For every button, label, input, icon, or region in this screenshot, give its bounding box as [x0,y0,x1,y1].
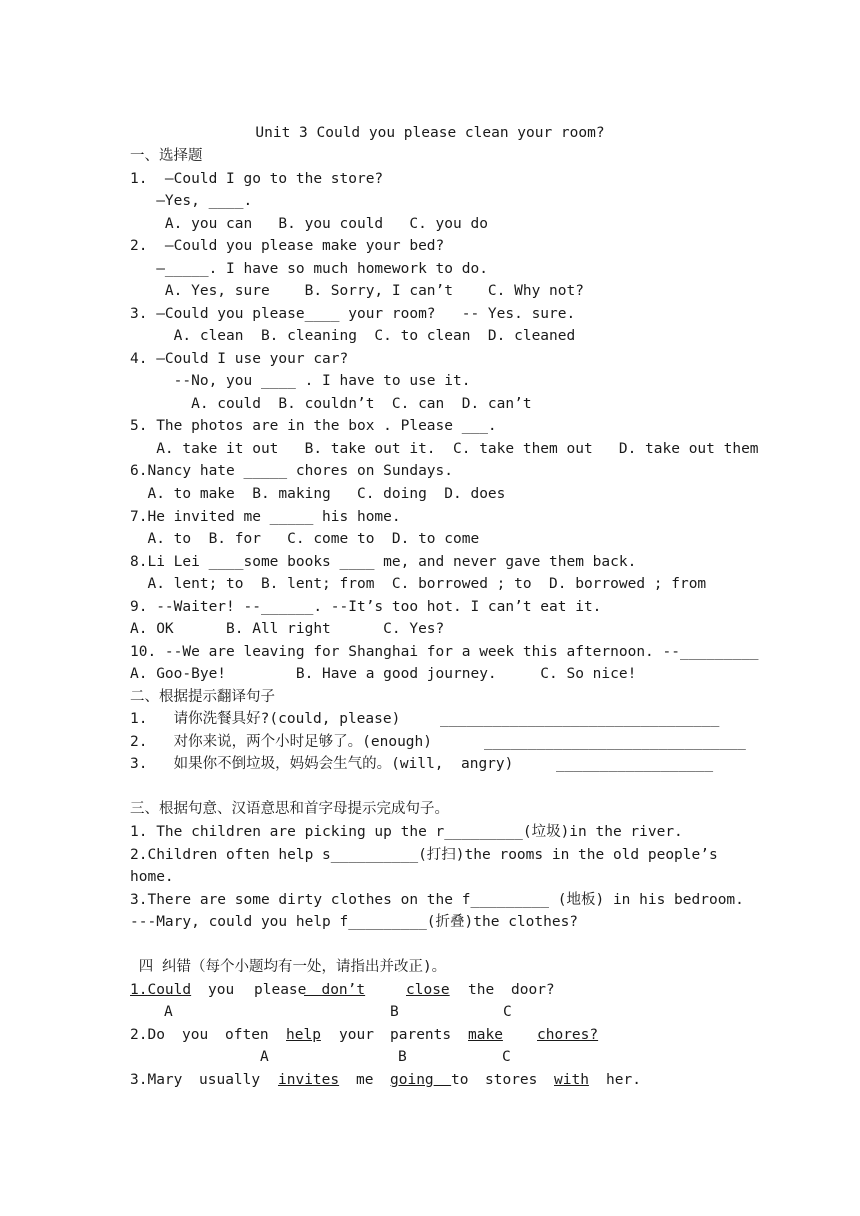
s1-line: —Yes, ____. [130,193,253,209]
s1-line: 10. --We are leaving for Shanghai for a week this afternoon. --_________ [130,644,759,660]
q2-label-a: A [260,1049,269,1065]
s1-line: 8.Li Lei ____some books ____ me, and never gave them back. [130,554,637,570]
s1-line: 1. —Could I go to the store? [130,171,384,187]
s1-line: A. take it out B. take out it. C. take them out D. take out them [130,441,759,457]
s1-line: 9. --Waiter! --______. --It’s too hot. I can’t eat it. [130,599,602,615]
translate-item-2: 2. 对你来说，两个小时足够了。(enough) [130,734,432,750]
q2-word: you [182,1027,209,1043]
translate-item-1: 1. 请你洗餐具好?(could, please) [130,711,401,727]
s1-line: 4. –Could I use your car? [130,351,349,367]
q3-pad [434,1072,451,1088]
q3-underlined-c: with [554,1072,589,1088]
correction-q1 [130,980,191,1000]
q3-word-b: going [390,1072,434,1088]
s1-line: A. you can B. you could C. you do [130,216,488,232]
s3-line: 3.There are some dirty clothes on the f_________ (地板) in his bedroom. [130,892,744,908]
page-title: Unit 3 Could you please clean your room? [255,125,605,141]
q2-word: 2.Do [130,1027,165,1043]
q2-label-b: B [398,1049,407,1065]
q3-word: to [451,1072,469,1088]
q3-underlined-a: invites [278,1072,340,1088]
answer-blank: __________________ [556,756,714,772]
s1-line: —_____. I have so much homework to do. [130,261,488,277]
answer-blank: ______________________________ [484,734,746,750]
q2-word: often [225,1027,269,1043]
q3-word: usually [199,1072,261,1088]
q1-underlined-a: Could [147,982,192,998]
q1-word-b: don’t [321,982,366,998]
s1-line: A. lent; to B. lent; from C. borrowed ; to D. borrowed ; from [130,576,707,592]
q1-label-c: C [503,1004,512,1020]
q2-word: your [339,1027,374,1043]
q3-word: me [356,1072,374,1088]
section4-heading: 四 纠错（每个小题均有一处，请指出并改正)。 [130,959,447,975]
s1-line: A. to make B. making C. doing D. does [130,486,506,502]
s1-line: 7.He invited me _____ his home. [130,509,401,525]
q3-word: stores [485,1072,538,1088]
q2-underlined-b: make [468,1027,503,1043]
s3-line: ---Mary, could you help f_________(折叠)the clothes? [130,914,579,930]
s1-line: 3. –Could you please____ your room? -- Yes. sure. [130,306,576,322]
translate-item-3: 3. 如果你不倒垃圾，妈妈会生气的。(will, angry) [130,756,514,772]
s1-line: A. could B. couldn’t C. can D. can’t [130,396,532,412]
s1-line: 2. —Could you please make your bed? [130,238,445,254]
s1-line: 6.Nancy hate _____ chores on Sundays. [130,463,454,479]
q3-word: her. [606,1072,641,1088]
s3-line: 2.Children often help s__________(打扫)the rooms in the old people’s [130,847,718,863]
q2-word: parents [390,1027,452,1043]
q3-underlined-b [390,1070,451,1090]
s1-line: A. to B. for C. come to D. to come [130,531,480,547]
s1-line: --No, you ____ . I have to use it. [130,373,471,389]
section2-heading: 二、根据提示翻译句子 [130,689,275,705]
q1-word: door? [511,982,555,998]
q1-label-a: A [164,1004,173,1020]
section1-heading: 一、选择题 [130,148,203,164]
answer-blank: ________________________________ [440,711,720,727]
q1-word: the [468,982,495,998]
s3-line: 1. The children are picking up the r_________(垃圾)in the river. [130,824,683,840]
q1-num: 1. [130,982,148,998]
q2-underlined-c: chores? [537,1027,599,1043]
s1-line: 5. The photos are in the box . Please ___. [130,418,497,434]
s3-line: home. [130,869,174,885]
q2-label-c: C [502,1049,511,1065]
q1-underlined-b [304,980,365,1000]
s1-line: A. Goo-Bye! B. Have a good journey. C. So nice! [130,666,637,682]
q1-pad [304,982,321,998]
q1-word: please [254,982,307,998]
s1-line: A. OK B. All right C. Yes? [130,621,445,637]
q1-word: you [208,982,235,998]
q1-label-b: B [390,1004,399,1020]
s1-line: A. clean B. cleaning C. to clean D. cleaned [130,328,576,344]
s1-line: A. Yes, sure B. Sorry, I can’t C. Why not? [130,283,584,299]
q2-underlined-a: help [286,1027,321,1043]
q3-word: 3.Mary [130,1072,183,1088]
q1-underlined-c: close [406,982,450,998]
section3-heading: 三、根据句意、汉语意思和首字母提示完成句子。 [130,801,449,817]
